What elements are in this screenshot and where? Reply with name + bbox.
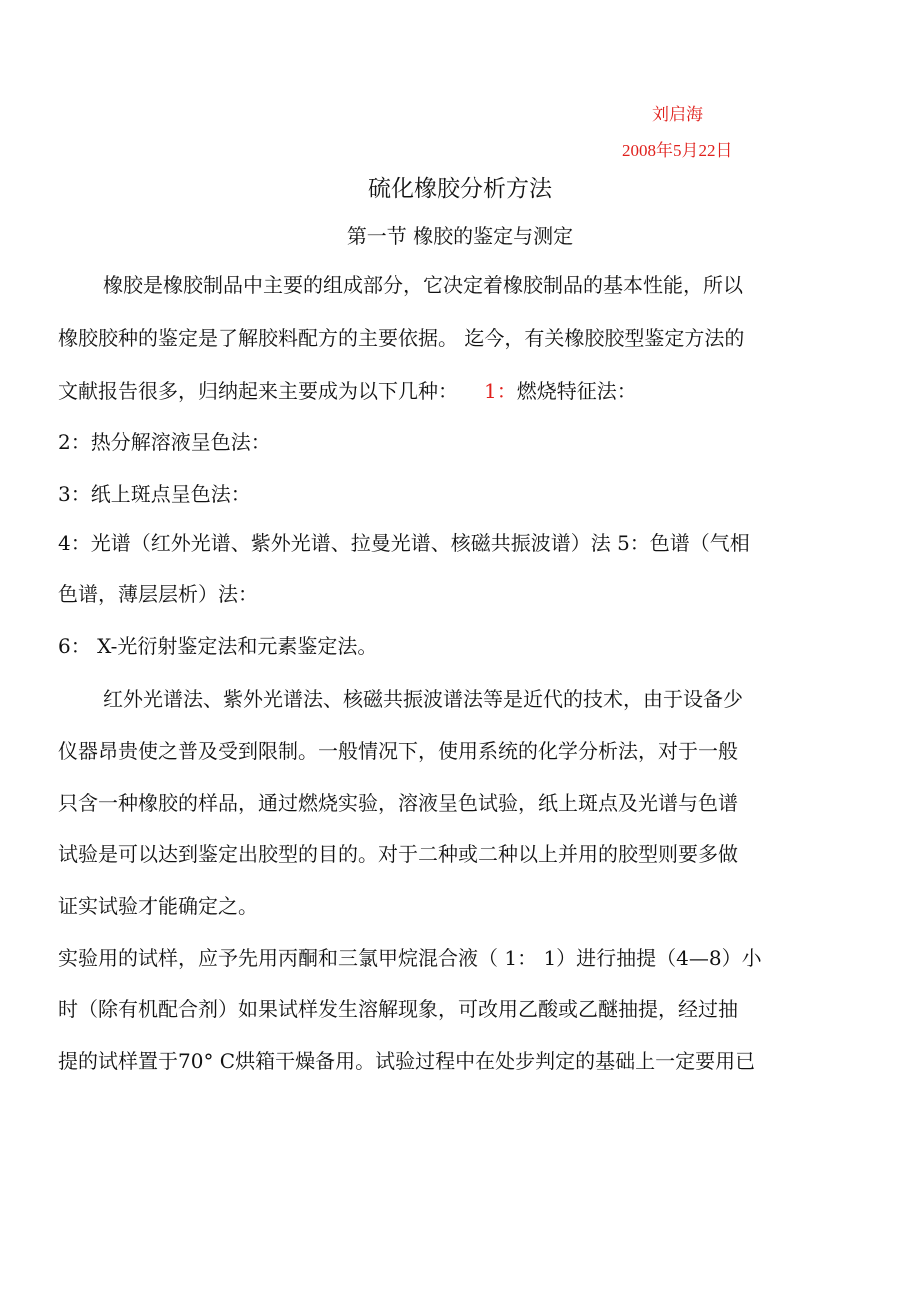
method1-name: 燃烧特征法： xyxy=(516,379,637,403)
method1-number: 1： xyxy=(484,379,517,403)
document-title: 硫化橡胶分析方法 xyxy=(368,176,552,202)
method-2: 2：热分解溶液呈色法： xyxy=(58,430,271,454)
method-4-line2: 色谱，薄层层析）法： xyxy=(58,582,258,606)
method-4-line1: 4：光谱（红外光谱、紫外光谱、拉曼光谱、核磁共振波谱）法 5：色谱（气相 xyxy=(58,531,750,555)
paragraph2-line2: 仪器昂贵使之普及受到限制。一般情况下，使用系统的化学分析法，对于一般 xyxy=(58,739,738,763)
section-heading: 第一节 橡胶的鉴定与测定 xyxy=(346,224,574,248)
paragraph3-line1: 实验用的试样，应予先用丙酮和三氯甲烷混合液（ 1： 1）进行抽提（4—8）小 xyxy=(58,946,762,970)
paragraph2-line1: 红外光谱法、紫外光谱法、核磁共振波谱法等是近代的技术，由于设备少 xyxy=(103,687,743,711)
paragraph3-line3: 提的试样置于70° C烘箱干燥备用。试验过程中在处步判定的基础上一定要用已 xyxy=(58,1049,756,1073)
paragraph2-line5: 证实试验才能确定之。 xyxy=(58,894,258,918)
document-date: 2008年5月22日 xyxy=(622,141,733,160)
paragraph1-line2: 橡胶胶种的鉴定是了解胶料配方的主要依据。 迄今，有关橡胶胶型鉴定方法的 xyxy=(58,326,745,350)
paragraph1-line1: 橡胶是橡胶制品中主要的组成部分，它决定着橡胶制品的基本性能，所以 xyxy=(103,273,743,297)
method-3: 3：纸上斑点呈色法： xyxy=(58,482,251,506)
paragraph2-line4: 试验是可以达到鉴定出胶型的目的。对于二种或二种以上并用的胶型则要多做 xyxy=(58,842,738,866)
author-name: 刘启海 xyxy=(652,105,703,124)
paragraph1-line3-text: 文献报告很多，归纳起来主要成为以下几种： xyxy=(58,379,458,403)
paragraph3-line2: 时（除有机配合剂）如果试样发生溶解现象，可改用乙酸或乙醚抽提，经过抽 xyxy=(58,997,738,1021)
paragraph2-line3: 只含一种橡胶的样品，通过燃烧实验，溶液呈色试验，纸上斑点及光谱与色谱 xyxy=(58,791,738,815)
method-6: 6： X-光衍射鉴定法和元素鉴定法。 xyxy=(58,634,378,658)
paragraph1-line3 xyxy=(58,378,637,404)
